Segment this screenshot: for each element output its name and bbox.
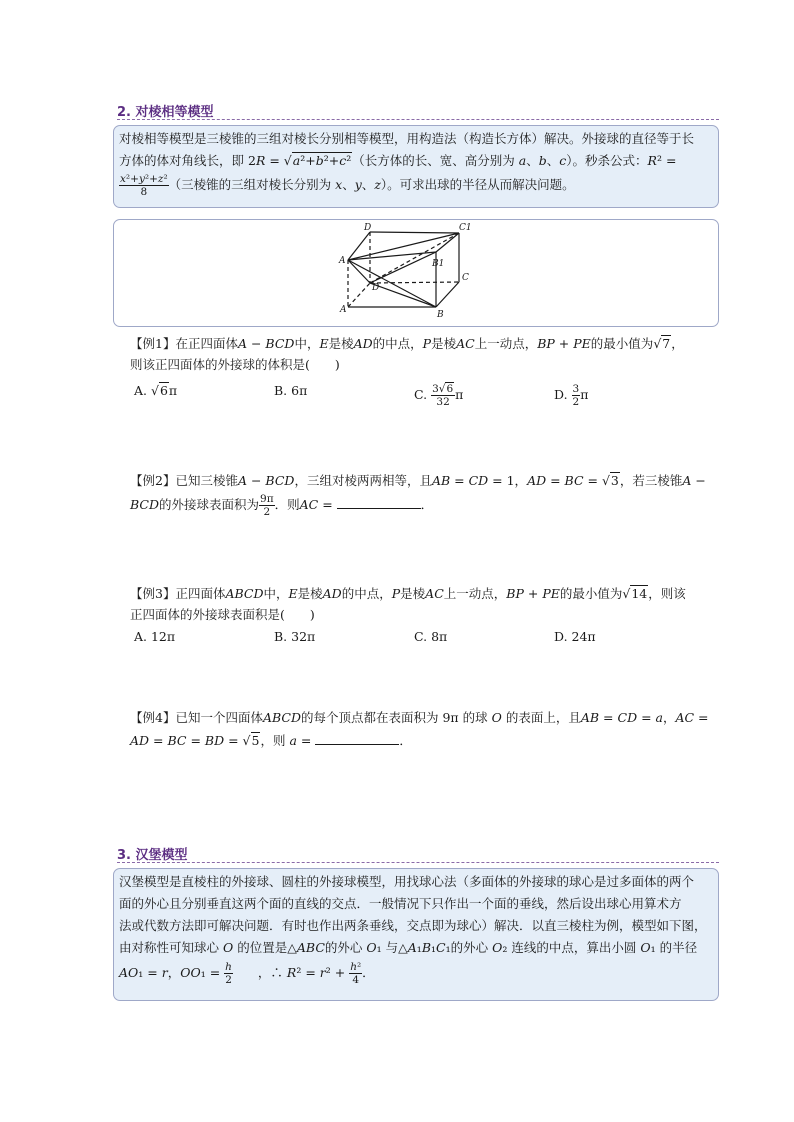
example-1: 【例1】在正四面体A − BCD中，E是棱AD的中点，P是棱AC上一动点，BP + PE的最小值为√7， 则该正四面体的外接球的体积是( ) [130, 333, 720, 375]
option-a[interactable]: A. 12π [134, 629, 176, 644]
text: 已知一个四面体 [175, 710, 263, 725]
section-title: 3. 汉堡模型 [117, 848, 188, 863]
text: （长方体的长、宽、高分别为 [352, 153, 515, 168]
text: 的表面上，且 [505, 710, 581, 725]
text: ． [420, 497, 434, 512]
text: 上一动点， [443, 586, 507, 601]
options-3 [134, 629, 694, 644]
text: 的外接球表面积为 [159, 497, 260, 512]
formula: $\frac{\text{x²+y²+z²}}{8}$ [120, 173, 168, 198]
question-text: 正四面体的外接球表面积是( ) [130, 607, 315, 622]
text: 中， [294, 336, 320, 351]
example-tag: 【例1】 [130, 336, 176, 351]
text: 是棱 [400, 586, 426, 601]
section-title: 2. 对棱相等模型 [117, 105, 214, 120]
example-tag: 【例2】 [130, 473, 176, 488]
text: 对棱相等模型是三棱锥的三组对棱长分别相等模型，用构造法（构造长方体）解决。外接球的直径等于长 [119, 131, 695, 146]
definition-box [113, 125, 719, 208]
text: ）。秒杀公式： [566, 153, 648, 168]
option-d[interactable]: D. 24π [554, 629, 596, 644]
definition-line: $\frac{\text{x²+y²+z²}}{8}$ （三棱锥的三组对棱长分别为 x、y、z）。可求出球的半径从而解决问题。 [120, 173, 575, 198]
text: 的每个顶点都在表面积为 9π 的球 [301, 710, 488, 725]
example-tag: 【例4】 [130, 710, 176, 725]
text: 在正四面体 [175, 336, 238, 351]
text: 的最小值为 [590, 336, 654, 351]
answer-blank[interactable] [337, 496, 421, 509]
vertex-label: B [437, 310, 444, 320]
divider [117, 862, 719, 863]
text: ，则该 [648, 586, 686, 601]
vertex-label: A [340, 305, 347, 315]
option-c[interactable]: C. $\frac{3√6}{32}$ π [414, 383, 464, 408]
vertex-label: C1 [459, 223, 472, 233]
vertex-label: C [462, 273, 469, 283]
example-3: 【例3】正四面体ABCD中，E是棱AD的中点，P是棱AC上一动点，BP + PE的最小值为√14，则该 正四面体的外接球表面积是( ) [130, 583, 720, 625]
example-2: 【例2】已知三棱锥A − BCD，三组对棱两两相等，且AB = CD = 1，AD = BC = √3，若三棱锥A − BCD的外接球表面积为 $\frac{9\pi}{2}$ ．则AC = ． [130, 473, 706, 518]
text: 的中点， [341, 586, 392, 601]
vertex-label: B1 [432, 259, 445, 269]
cuboid-diagram [114, 220, 718, 326]
definition-line: 方体的体对角线长，即 2R = √a²+b²+c²（长方体的长、宽、高分别为 a、b、c）。秒杀公式：R² = [119, 153, 677, 168]
example-4: 【例4】已知一个四面体ABCD的每个顶点都在表面积为 9π 的球 O 的表面上，且AB = CD = a，AC = AD = BC = BD = √5，则 a = ． [130, 710, 709, 748]
options-1 [134, 383, 694, 408]
vertex-label: D [364, 223, 372, 233]
vertex-label: A [339, 256, 346, 266]
definition-line: 汉堡模型是直棱柱的外接球、圆柱的外接球模型，用找球心法（多面体的外接球的球心是过多面体的两个 [119, 874, 695, 889]
definition-line: 由对称性可知球心 O 的位置是△ABC的外心 O₁ 与△A₁B₁C₁的外心 O₂ 连线的中点，算出小圆 O₁ 的半径 [119, 940, 698, 955]
text: （三棱锥的三组对棱长分别为 [168, 177, 332, 192]
text: 已知三棱锥 [175, 473, 238, 488]
text: 中， [263, 586, 289, 601]
option-b[interactable]: B. 32π [274, 629, 316, 644]
figure-box [113, 219, 719, 327]
text: 的中点， [372, 336, 423, 351]
option-c[interactable]: C. 8π [414, 629, 448, 644]
text: ，若三棱锥 [619, 473, 683, 488]
option-b[interactable]: B. 6π [274, 383, 308, 398]
example-tag: 【例3】 [130, 586, 176, 601]
text: 的最小值为 [559, 586, 623, 601]
option-a[interactable]: A. √6π [134, 383, 178, 398]
text: ． [399, 733, 412, 748]
divider [117, 119, 719, 120]
definition-box [113, 868, 719, 1001]
definition-line: 面的外心且分别垂直这两个面的直线的交点．一般情况下只作出一个面的垂线，然后设出球心用算术方 [119, 896, 682, 911]
definition-line: 法或代数方法即可解决问题．有时也作出两条垂线，交点即为球心）解决．以直三棱柱为例，模型如下图， [119, 918, 707, 933]
text: ）。可求出球的半径从而解决问题。 [380, 177, 575, 192]
vertex-label: D [372, 283, 380, 293]
text: ．则 [274, 497, 300, 512]
option-d[interactable]: D. $\frac{3}{2}$ π [554, 383, 589, 408]
definition-line [119, 128, 713, 150]
text: 方体的体对角线长，即 [119, 153, 245, 168]
text: 是棱 [328, 336, 354, 351]
answer-blank[interactable] [315, 732, 399, 745]
text: 上一动点， [474, 336, 538, 351]
text: 是棱 [297, 586, 323, 601]
question-text: 则该正四面体的外接球的体积是( ) [130, 357, 340, 372]
text: 正四面体 [175, 586, 226, 601]
text: 是棱 [431, 336, 457, 351]
definition-line: AO₁ = r，OO₁ = $\frac{h}{2}$ ，∴ R² = r² + $\frac{\text{h²}}{4}$ ． [119, 961, 375, 986]
text: ，三组对棱两两相等，且 [294, 473, 432, 488]
